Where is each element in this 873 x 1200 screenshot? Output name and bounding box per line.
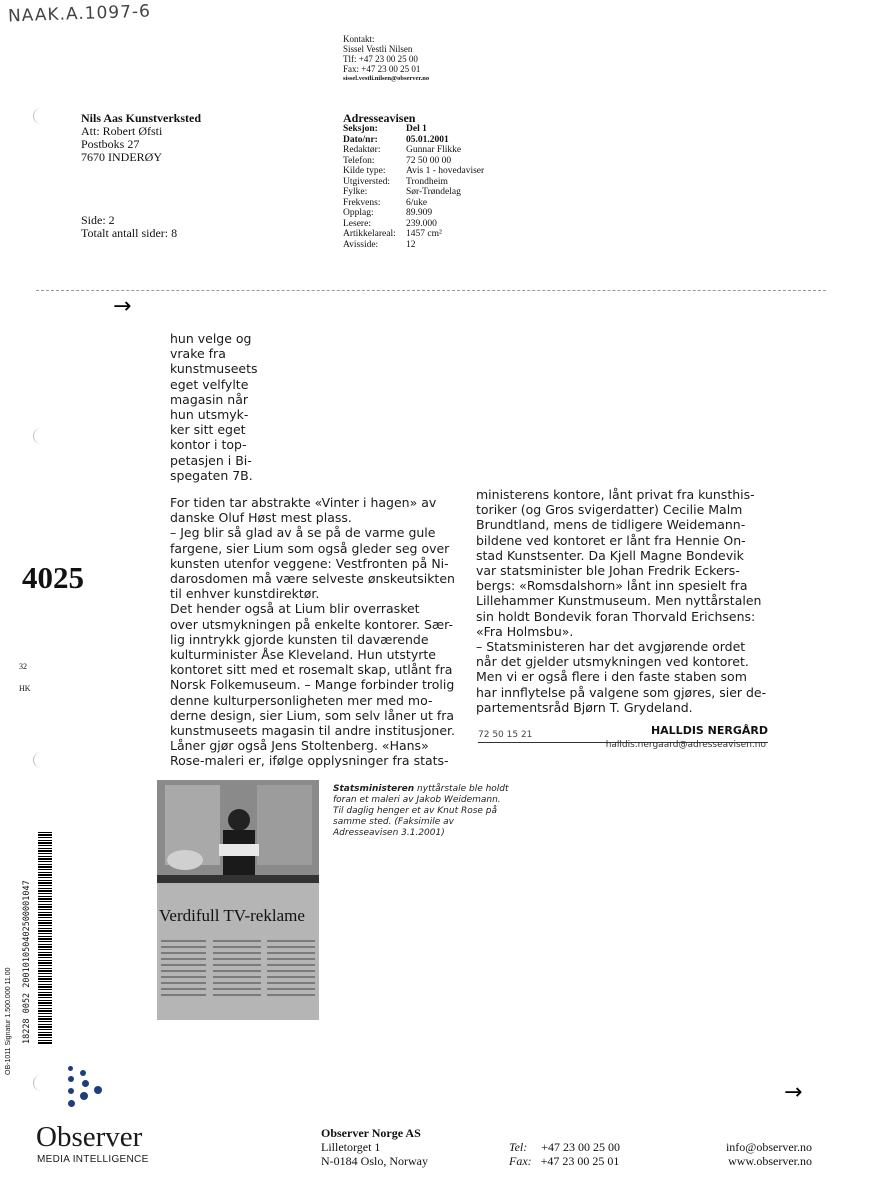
source-meta-label: Telefon:: [343, 155, 375, 166]
source-meta-row: [343, 177, 484, 188]
facsimile-photo: [157, 780, 319, 1020]
source-meta-row: [343, 198, 484, 209]
footer-web: www.observer.no: [728, 1154, 812, 1168]
footer-fax-label: Fax:: [509, 1154, 532, 1168]
logo-dot: [68, 1088, 74, 1094]
logo-dot: [68, 1076, 74, 1082]
total-pages: Totalt antall sider: 8: [81, 226, 178, 240]
source-meta-value: Trondheim: [406, 176, 448, 187]
punch-hole-mark: [33, 428, 44, 444]
source-meta-row: [343, 229, 484, 240]
source-meta-label: Avisside:: [343, 239, 379, 250]
article-paragraph: – Statsministeren har det avgjørende ordet når det gjelder utsmykningen ved kontoret. Men vi er også flere i den faste staben som har innflytelse på valgene som gjøres, sier de- partementsråd Bjørn T. Grydeland.: [476, 639, 767, 715]
article-column-2: [476, 487, 776, 715]
punch-hole-mark: [33, 752, 44, 768]
footer-company: Observer Norge AS: [321, 1126, 421, 1140]
right-arrow-icon: →: [784, 1080, 803, 1105]
source-meta-value: 89.909: [406, 208, 433, 218]
recipient-block: [81, 112, 201, 164]
article-paragraph: Låner gjør også Jens Stoltenberg. «Hans» Rose-maleri er, ifølge opplysninger fra stats-: [170, 738, 449, 769]
source-meta-row: [343, 124, 484, 135]
source-meta-value: 72 50 00 00: [406, 155, 452, 166]
source-meta-label: Kilde type:: [343, 166, 386, 176]
logo-tagline: MEDIA INTELLIGENCE: [37, 1154, 149, 1165]
caption-text: nyttårstale ble holdt foran et maleri av Jakob Weidemann. Til daglig henger et av Knut Rose på samme sted. (Faksimile av Adresseavisen 3.1.2001): [333, 784, 509, 838]
source-meta-row: [343, 240, 484, 251]
page-number: Side: 2: [81, 213, 115, 227]
punch-hole-mark: [33, 108, 44, 124]
footer-street: Lilletorget 1: [321, 1140, 381, 1154]
source-block: [343, 112, 484, 250]
margin-number: 32: [19, 662, 27, 671]
byline-number: 72 50 15 21: [478, 730, 533, 740]
source-meta-label: Lesere:: [343, 218, 371, 229]
source-meta-value: Sør-Trøndelag: [406, 187, 461, 197]
source-meta-value: Del 1: [406, 124, 427, 134]
source-meta-value: 12: [406, 239, 416, 250]
handwritten-reference: NAAK.A.1097-6: [7, 1, 152, 27]
separator-rule: [36, 290, 826, 291]
photo-headline: Verdifull TV-reklame: [159, 906, 305, 925]
source-meta-label: Utgiversted:: [343, 176, 390, 187]
contact-email: sissel.vestli.nilsen@observer.no: [343, 75, 430, 82]
photo-caption: [333, 784, 513, 839]
margin-initials: HK: [19, 684, 31, 693]
logo-dot: [94, 1086, 102, 1094]
byline-name: HALLDIS NERGÅRD: [650, 724, 768, 737]
footer-email: info@observer.no: [725, 1140, 812, 1154]
article-top-text: hun velge og vrake fra kunstmuseets eget velfylte magasin når hun utsmyk- ker sitt eget kontor i top- petasjen i Bi- spegaten 7B.: [170, 331, 258, 483]
recipient-street: Postboks 27: [81, 137, 140, 151]
logo-dot: [82, 1080, 89, 1087]
article-paragraph: ministerens kontore, lånt privat fra kunsthis- toriker (og Gros svigerdatter) Cecilie Malm Brundtland, mens de tidligere Weidemann- bildene ved kontoret er lånt fra Hennie On- stad Kunstsenter. Da Kjell Magne Bondevik var statsminister ble Johan Fredrik Eckers- bergs: «Romsdalshorn» lånt inn spesielt fra Lillehammer Kunstmuseum. Men nyttårstalen sin holdt Bondevik foran Thorvald Erichsens: «Fra Holmsbu».: [476, 487, 762, 639]
source-meta-row: [343, 219, 484, 230]
source-meta-row: [343, 145, 484, 156]
contact-block: [343, 34, 429, 84]
article-paragraph: Det hender også at Lium blir overrasket over utsmykningen på enkelte kontorer. Sær- lig inntrykk gjorde kunsten til daværende kulturminister Åse Kleveland. Hun utstyrte kontoret sitt med et rosemalt skap, utlånt fra Norsk Folkemuseum. – Mange forbinder trolig denne kulturpersonligheten mer med mo- derne design, sier Lium, som selv låner ut fra kunstmuseets magasin til andre institusjoner.: [170, 601, 455, 739]
footer-fax: +47 23 00 25 01: [540, 1154, 620, 1168]
caption-lead: Statsministeren: [333, 784, 415, 794]
footer-contact: [700, 1140, 812, 1168]
photo-illustration: [157, 780, 319, 1020]
footer-tel-label: Tel:: [509, 1140, 528, 1154]
contact-phone: Tlf: +47 23 00 25 00: [343, 54, 418, 64]
source-meta-label: Opplag:: [343, 208, 374, 218]
source-meta-value: 05.01.2001: [406, 134, 449, 145]
source-meta-label: Fylke:: [343, 187, 368, 197]
barcode-number: 18228 0052 200101050402500001047: [22, 880, 32, 1044]
source-meta-value: 1457 cm²: [406, 229, 442, 239]
clipping-code: 4025: [22, 560, 84, 595]
logo-dot: [68, 1066, 73, 1071]
source-meta-value: 6/uke: [406, 197, 428, 208]
article-top-block: [170, 331, 300, 483]
barcode: [38, 832, 52, 1044]
article-paragraph: For tiden tar abstrakte «Vinter i hagen» av danske Oluf Høst mest plass.: [170, 495, 437, 526]
logo-wordmark: Observer: [36, 1121, 143, 1153]
source-meta-label: Redaktør:: [343, 145, 381, 155]
logo-dot: [80, 1092, 88, 1100]
source-meta-row: [343, 187, 484, 198]
footer-phone-block: [509, 1140, 620, 1168]
source-meta-label: Seksjon:: [343, 124, 378, 134]
source-meta-value: Avis 1 - hovedaviser: [406, 166, 485, 176]
recipient-name: Nils Aas Kunstverksted: [81, 111, 202, 125]
footer-tel: +47 23 00 25 00: [541, 1140, 621, 1154]
contact-heading: Kontakt:: [343, 34, 375, 44]
contact-fax: Fax: +47 23 00 25 01: [343, 64, 421, 74]
logo-dot: [68, 1100, 75, 1107]
source-meta-table: [343, 124, 484, 250]
source-meta-row: [343, 135, 484, 146]
recipient-att: Att: Robert Øfsti: [81, 124, 163, 138]
right-arrow-icon: →: [113, 294, 132, 319]
article-column-1: [170, 495, 460, 769]
source-meta-label: Frekvens:: [343, 197, 381, 208]
observer-logo: [36, 1062, 166, 1172]
logo-dot: [80, 1070, 86, 1076]
signature-line: OB-1011 Signatur 1.500.000 11.00: [5, 967, 12, 1075]
source-meta-row: [343, 166, 484, 177]
byline-email: halldis.nergaard@adresseavisen.no: [605, 740, 766, 750]
contact-name: Sissel Vestli Nilsen: [343, 44, 413, 54]
source-meta-row: [343, 156, 484, 167]
source-meta-row: [343, 208, 484, 219]
recipient-city: 7670 INDERØY: [81, 150, 162, 164]
source-meta-label: Artikkelareal:: [343, 229, 396, 239]
source-meta-value: Gunnar Flikke: [406, 145, 462, 155]
footer-city: N-0184 Oslo, Norway: [321, 1154, 428, 1168]
footer-address: [321, 1126, 428, 1168]
article-paragraph: – Jeg blir så glad av å se på de varme gule fargene, sier Lium som også gleder seg over kunsten utenfor veggene: Vestfronten på Ni- darosdomen må være selveste ønskeutsikten til enhver kunstdirektør.: [170, 525, 455, 602]
source-meta-label: Dato/nr:: [343, 134, 378, 145]
source-meta-value: 239.000: [406, 218, 437, 229]
source-title: Adresseavisen: [343, 111, 416, 125]
page-info: [81, 214, 177, 240]
